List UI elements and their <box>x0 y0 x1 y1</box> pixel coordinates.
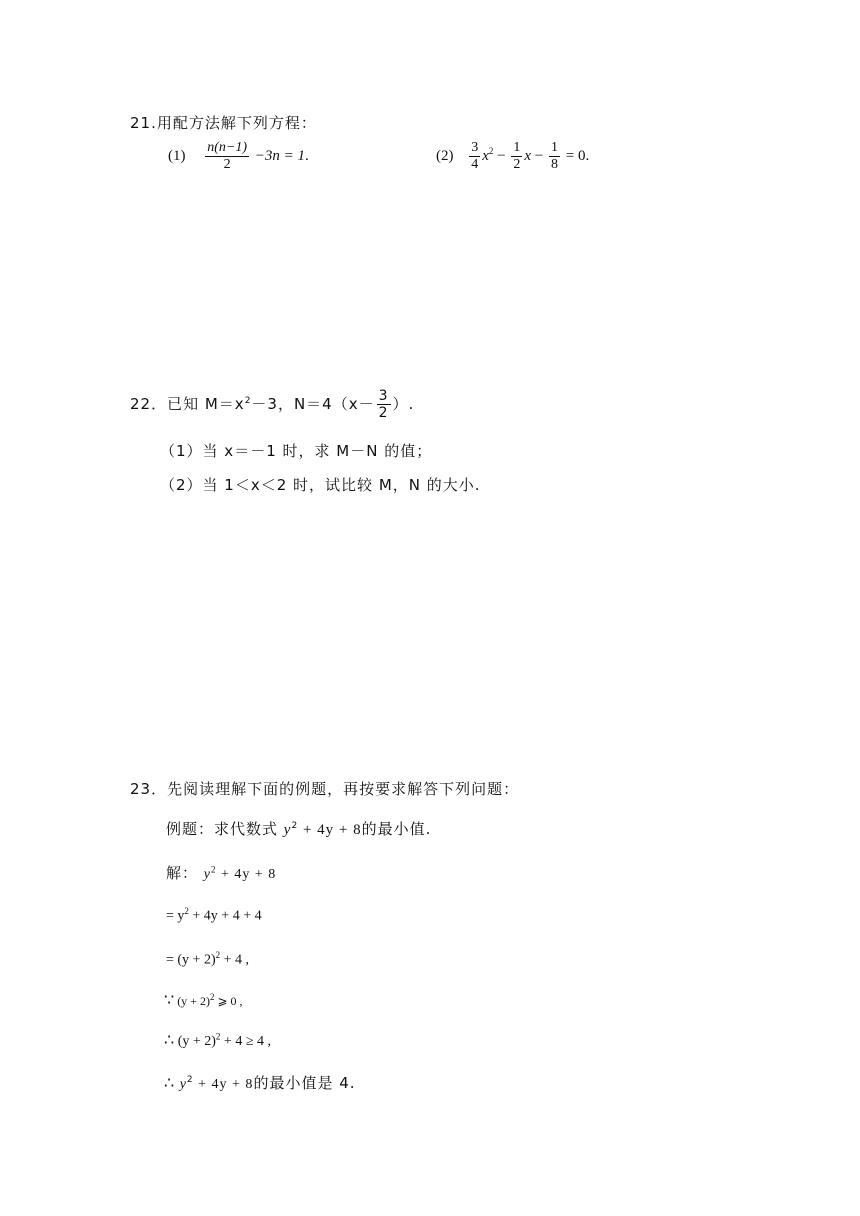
q23-solution-line6 <box>164 1072 356 1093</box>
expr-rest: + 4y + 8 <box>193 1077 254 1092</box>
frac3-numerator: 1 <box>549 140 560 157</box>
q21-part1-end: . <box>305 148 309 165</box>
equation-rhs: = 0 <box>565 148 586 165</box>
exponent: 2 <box>488 146 494 157</box>
frac1-denominator: 4 <box>471 157 479 173</box>
exponent: 2 <box>186 1075 194 1085</box>
example-suffix: 的最小值. <box>361 820 432 838</box>
minus-op: − <box>534 148 544 165</box>
expr-rest: + 4y + 8 <box>216 867 277 882</box>
q22-statement <box>130 388 414 421</box>
q23-solution-line2 <box>166 906 262 925</box>
q23-solution-line1 <box>166 862 276 883</box>
q21-part1-fraction <box>205 140 249 173</box>
term-x: x <box>482 148 489 165</box>
exponent: 2 <box>211 864 217 875</box>
q22-exponent: 2 <box>244 396 252 407</box>
q21-part1-label: (1) <box>168 148 186 165</box>
expr-head: = y <box>166 908 185 924</box>
q22-end: ）. <box>392 395 415 414</box>
example-exponent: 2 <box>291 821 299 831</box>
expr-rest: + 4 ≥ 4 , <box>220 1034 272 1049</box>
frac2-denominator: 2 <box>513 157 521 173</box>
q21-part2-frac1 <box>469 140 480 173</box>
example-expr: + 4y + 8 <box>298 822 362 838</box>
q22-part2: （2）当 1＜x＜2 时，试比较 M，N 的大小. <box>160 476 481 494</box>
conclusion-suffix: 的最小值是 4. <box>253 1074 356 1092</box>
solution-expr <box>203 864 277 882</box>
solution-label: 解： <box>166 864 199 882</box>
q22-frac-denominator: 2 <box>378 405 389 422</box>
q22-lead: 22．已知 M＝x <box>130 395 245 414</box>
q21-part2-end: . <box>585 148 590 165</box>
expr-rest: + 4 , <box>220 952 250 968</box>
example-prefix: 例题：求代数式 <box>166 820 284 838</box>
because-symbol: ∵ <box>164 992 175 1009</box>
frac2-numerator: 1 <box>511 140 522 157</box>
q21-part1-denominator: 2 <box>223 157 231 173</box>
example-var: y <box>283 822 292 838</box>
q23-solution-line3 <box>166 950 249 969</box>
term-x: x <box>524 148 532 165</box>
q21-part2-label: (2) <box>436 148 454 165</box>
therefore-symbol: ∴ <box>164 1075 176 1092</box>
q22-mid: －3，N＝4（x－ <box>251 395 375 414</box>
q21-part1-numerator: n(n−1) <box>205 140 249 157</box>
exponent: 2 <box>209 992 215 1002</box>
exponent: 2 <box>215 950 221 960</box>
q23-example <box>166 818 431 839</box>
expr-rest: ⩾ 0 , <box>214 994 243 1008</box>
q21-part1 <box>168 140 309 173</box>
q23-title: 23．先阅读理解下面的例题，再按要求解答下列问题： <box>130 780 520 798</box>
therefore-symbol: ∴ <box>164 1032 175 1049</box>
expr-head: (y + 2) <box>174 994 210 1008</box>
var: y <box>203 867 212 882</box>
frac3-denominator: 8 <box>551 157 559 173</box>
exponent: 2 <box>184 906 189 916</box>
q22-frac-numerator: 3 <box>378 388 389 404</box>
q21-part2-frac2 <box>511 140 522 173</box>
expr-head: = (y + 2) <box>166 952 216 968</box>
q22-part1: （1）当 x＝－1 时，求 M－N 的值； <box>160 442 433 460</box>
exponent: 2 <box>215 1031 221 1042</box>
q23-solution-line5 <box>164 1030 271 1050</box>
q23-solution-line4 <box>164 990 243 1010</box>
q22-fraction <box>377 388 391 421</box>
q21-title: 21.用配方法解下列方程： <box>130 114 317 132</box>
expr-rest: + 4y + 4 + 4 <box>188 908 262 924</box>
minus-op: − <box>497 148 506 165</box>
q21-part1-tail: −3n = 1 <box>254 148 306 165</box>
q21-part2 <box>436 140 589 173</box>
frac1-numerator: 3 <box>469 140 480 157</box>
expr-head: (y + 2) <box>174 1034 216 1049</box>
var: y <box>175 1077 187 1092</box>
q21-part2-frac3 <box>549 140 560 173</box>
